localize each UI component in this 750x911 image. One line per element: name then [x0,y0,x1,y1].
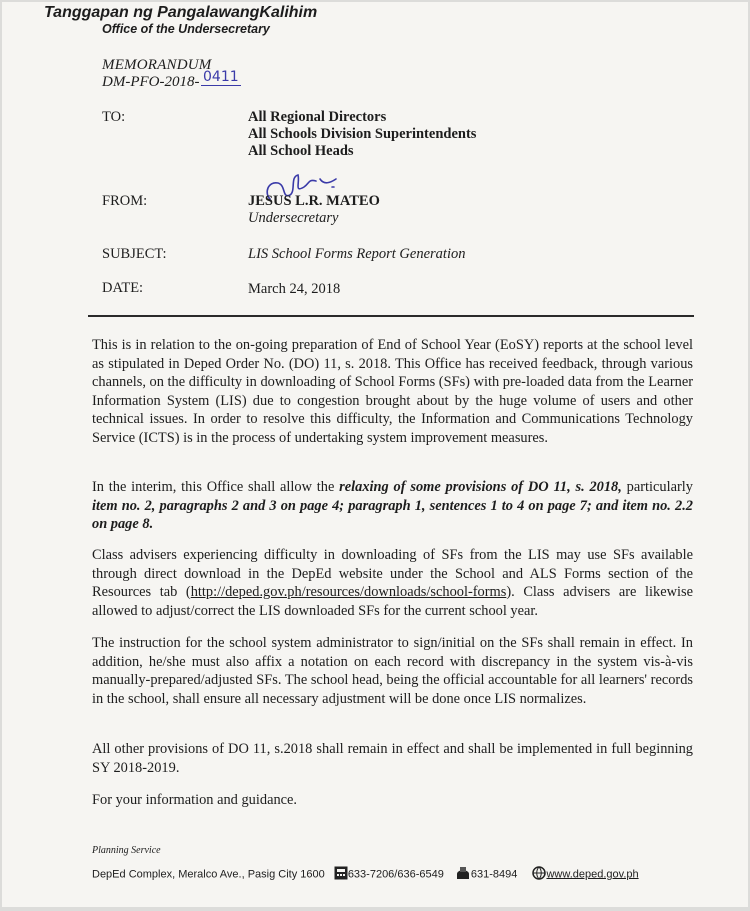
body-paragraph-6: For your information and guidance. [92,792,298,808]
date-label: DATE: [102,280,144,296]
body-paragraph-2: In the interim, this Office shall allow the relaxing of some provisions of DO 11, s. 2018, particularly item no. 2, paragraphs 2 and 3 on page 4; paragraph 1, sentences 1 to 4 on page 7; and item no. 2.2 on page 8. [92,479,693,533]
header-divider [88,315,694,317]
date-text: March 24, 2018 [248,281,341,297]
footer-service: Planning Service [92,845,161,856]
office-subtitle: Office of the Undersecretary [102,22,270,36]
subject-label: SUBJECT: [102,246,167,262]
body-paragraph-1: This is in relation to the on-going preparation of End of School Year (EoSY) reports at the school level as stipulated in Deped Order No. (DO) 11, s. 2018. This Office has received feedback, through various channels, on the difficulty in downloading of School Forms (SFs) with pre-loaded data from the Learner Information System (LIS) due to congestion brought about by the huge volume of users and other technical issues. In order to resolve this difficulty, the Information and Communications Technology Service (ICTS) is in the process of undertaking system improvement measures. [92,337,693,446]
from-title: Undersecretary [248,210,339,226]
subject-text: LIS School Forms Report Generation [248,246,466,262]
memo-type: MEMORANDUM [102,57,212,73]
body-paragraph-4: The instruction for the school system administrator to sign/initial on the SFs shall remain in effect. In addition, he/she must also affix a notation on each record with discrepancy in the system vis-à-vis manually-prepared/adjusted SFs. The school head, being the official accountable for all learners' records in the school, shall ensure all necessary adjustment will be done once LIS normalizes. [92,635,693,707]
memo-number-handwritten: 0411 [203,69,239,85]
school-forms-link[interactable]: http://deped.gov.ph/resources/downloads/school-forms [190,584,507,601]
to-recipient: All Regional Directors [248,109,387,125]
footer-contact [92,866,639,883]
memo-page [2,2,748,907]
footer-fax: 631-8494 [470,868,518,881]
to-label: TO: [102,109,126,125]
body-paragraph-3: Class advisers experiencing difficulty in downloading of SFs from the LIS may use SFs available through direct download in the DepEd website under the School and ALS Forms section of the Resources tab (http://deped.gov.ph/resources/downloads/school-forms). Class advisers are likewise allowed to adjust/correct the LIS downloaded SFs for the current school year. [92,547,693,619]
from-label: FROM: [102,193,148,209]
fax-icon [455,866,471,883]
footer-address: DepEd Complex, Meralco Ave., Pasig City 1600 [92,868,325,881]
footer-website[interactable]: www.deped.gov.ph [546,868,639,881]
body-paragraph-5: All other provisions of DO 11, s.2018 shall remain in effect and shall be implemented in full beginning SY 2018-2019. [92,741,693,776]
to-recipient: All Schools Division Superintendents [248,126,477,142]
globe-icon [532,866,546,883]
to-recipient: All School Heads [248,143,354,159]
office-name: Tanggapan ng PangalawangKalihim [44,4,318,21]
footer-phone: 633-7206/636-6549 [347,868,444,881]
memo-number-prefix: DM-PFO-2018- [102,74,200,90]
phone-icon [334,866,348,883]
from-name: JESUS L.R. MATEO [248,193,380,209]
